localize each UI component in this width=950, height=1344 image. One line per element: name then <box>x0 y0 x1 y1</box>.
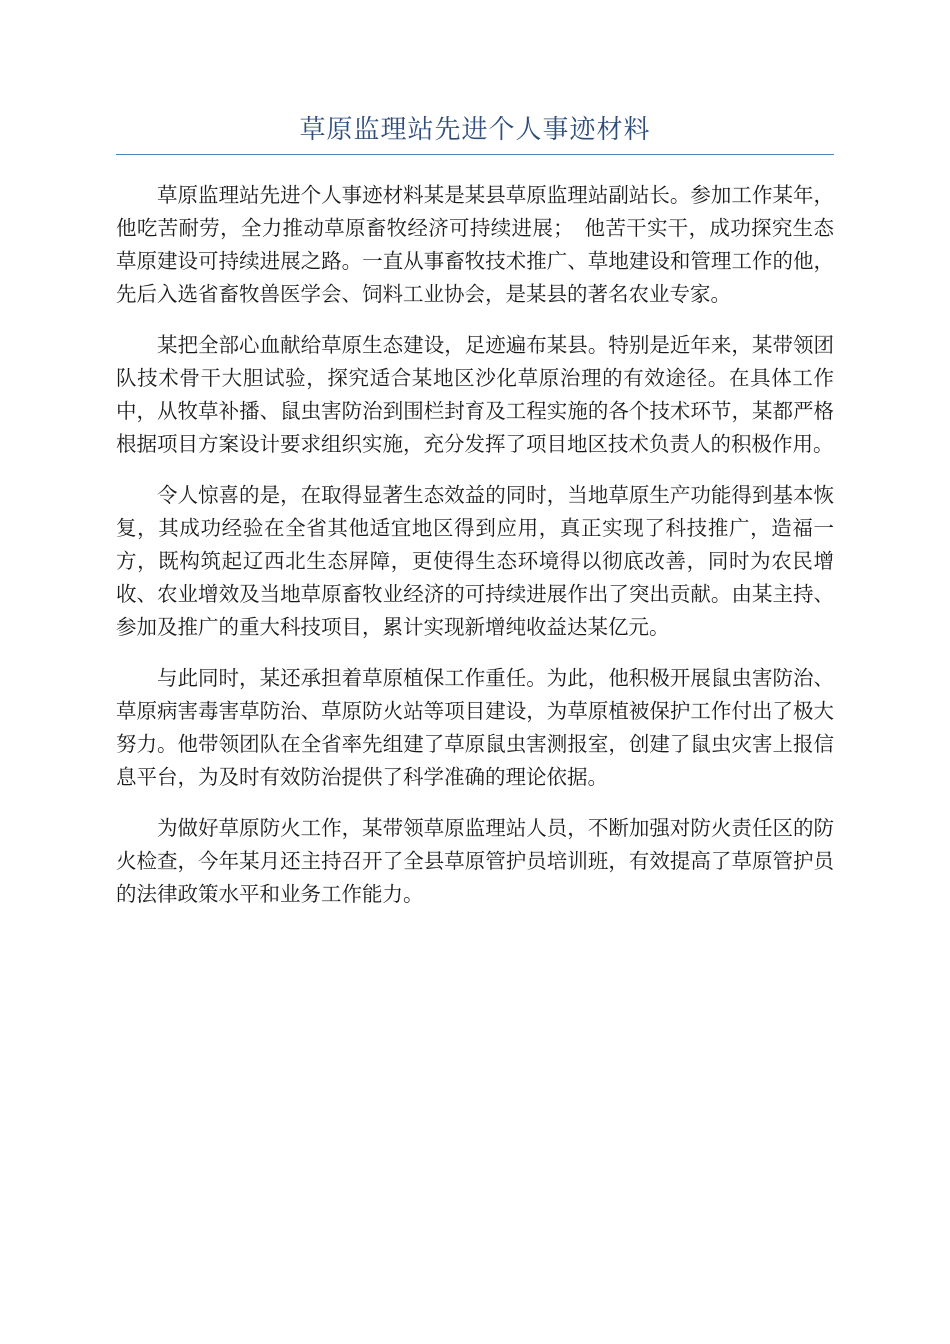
document-body <box>116 179 834 911</box>
document-title: 草原监理站先进个人事迹材料 <box>299 115 651 145</box>
title-underline <box>116 154 834 155</box>
paragraph-1: 草原监理站先进个人事迹材料某是某县草原监理站副站长。参加工作某年，他吃苦耐劳，全力推动草原畜牧经济可持续进展； 他苦干实干，成功探究生态草原建设可持续进展之路。一直从事畜牧技术推广、草地建设和管理工作的他，先后入选省畜牧兽医学会、饲料工业协会，是某县的著名农业专家。 <box>116 183 834 306</box>
paragraph-2: 某把全部心血献给草原生态建设，足迹遍布某县。特别是近年来，某带领团队技术骨干大胆试验，探究适合某地区沙化草原治理的有效途径。在具体工作中，从牧草补播、鼠虫害防治到围栏封育及工程实施的各个技术环节，某都严格根据项目方案设计要求组织实施，充分发挥了项目地区技术负责人的积极作用。 <box>116 333 834 456</box>
document-page <box>116 110 834 929</box>
paragraph-4: 与此同时，某还承担着草原植保工作重任。为此，他积极开展鼠虫害防治、草原病害毒害草防治、草原防火站等项目建设，为草原植被保护工作付出了极大努力。他带领团队在全省率先组建了草原鼠虫害测报室，创建了鼠虫灾害上报信息平台，为及时有效防治提供了科学准确的理论依据。 <box>116 666 834 789</box>
paragraph-5: 为做好草原防火工作，某带领草原监理站人员，不断加强对防火责任区的防火检查，今年某月还主持召开了全县草原管护员培训班，有效提高了草原管护员的法律政策水平和业务工作能力。 <box>116 816 834 906</box>
paragraph-3: 令人惊喜的是，在取得显著生态效益的同时，当地草原生产功能得到基本恢复，其成功经验在全省其他适宜地区得到应用，真正实现了科技推广，造福一方，既构筑起辽西北生态屏障，更使得生态环境得以彻底改善，同时为农民增收、农业增效及当地草原畜牧业经济的可持续进展作出了突出贡献。由某主持、参加及推广的重大科技项目，累计实现新增纯收益达某亿元。 <box>116 483 834 639</box>
